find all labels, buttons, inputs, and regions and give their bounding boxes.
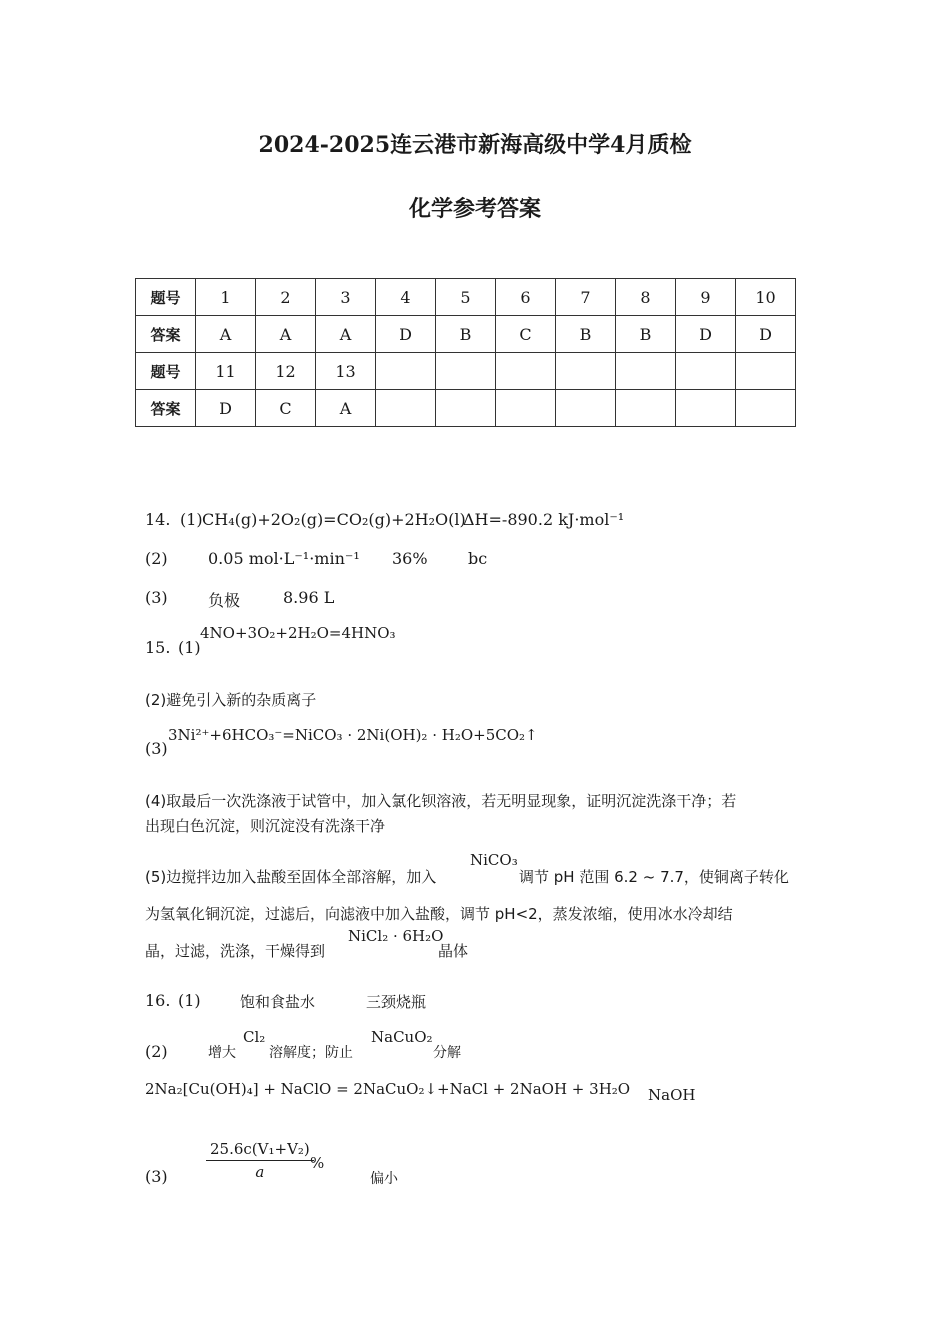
q15-part1-label: (1) bbox=[178, 638, 201, 657]
q15-part4-line1: (4)取最后一次洗涤液于试管中，加入氯化钡溶液，若无明显现象，证明沉淀洗涤干净；若 bbox=[145, 792, 737, 810]
q16-number: 16. bbox=[145, 991, 171, 1010]
table-cell bbox=[376, 390, 436, 427]
q16-part3-percent: % bbox=[310, 1154, 325, 1172]
table-cell: 3 bbox=[316, 279, 376, 316]
answer-table bbox=[135, 278, 796, 427]
table-cell: A bbox=[316, 390, 376, 427]
table-cell: 8 bbox=[616, 279, 676, 316]
q16-part1-answer-b: 三颈烧瓶 bbox=[366, 993, 427, 1011]
q14-number: 14. bbox=[145, 510, 171, 529]
q16-part2-text-b: 溶解度；防止 bbox=[269, 1045, 353, 1061]
table-cell: D bbox=[376, 316, 436, 353]
fraction-numerator: 25.6c(V₁+V₂) bbox=[206, 1140, 314, 1161]
q15-part1-equation: 4NO+3O₂+2H₂O=4HNO₃ bbox=[200, 624, 396, 642]
table-cell: 答案 bbox=[136, 316, 196, 353]
q16-part1-answer-a: 饱和食盐水 bbox=[240, 993, 316, 1011]
table-cell bbox=[436, 353, 496, 390]
table-cell: 10 bbox=[736, 279, 796, 316]
table-cell bbox=[616, 390, 676, 427]
table-cell: 13 bbox=[316, 353, 376, 390]
table-cell: 1 bbox=[196, 279, 256, 316]
table-cell: C bbox=[496, 316, 556, 353]
q15-part5-text-b: 调节 pH 范围 6.2 ~ 7.7，使铜离子转化 bbox=[519, 868, 789, 886]
table-cell bbox=[736, 390, 796, 427]
q14-part1-equation: CH₄(g)+2O₂(g)=CO₂(g)+2H₂O(l) bbox=[202, 510, 466, 529]
q14-part3-volume: 8.96 L bbox=[283, 588, 335, 607]
table-cell bbox=[496, 353, 556, 390]
q14-part3-pole: 负极 bbox=[208, 591, 241, 610]
q15-part3-label: (3) bbox=[145, 739, 168, 758]
table-cell bbox=[616, 353, 676, 390]
table-cell: 7 bbox=[556, 279, 616, 316]
table-cell: 题号 bbox=[136, 279, 196, 316]
q16-part2-text-c: 分解 bbox=[433, 1045, 461, 1061]
q16-part2-naoh: NaOH bbox=[648, 1086, 696, 1104]
table-cell: A bbox=[196, 316, 256, 353]
table-cell: 答案 bbox=[136, 390, 196, 427]
q15-part5-nicl2: NiCl₂ · 6H₂O bbox=[348, 927, 444, 945]
q15-part5-nico3: NiCO₃ bbox=[470, 851, 518, 869]
table-cell: C bbox=[256, 390, 316, 427]
table-cell bbox=[556, 353, 616, 390]
q15-part5-text-d: 晶体 bbox=[438, 942, 469, 960]
q16-part2-equation: 2Na₂[Cu(OH)₄] + NaClO = 2NaCuO₂↓+NaCl + 2NaOH + 3H₂O bbox=[145, 1080, 631, 1098]
table-cell bbox=[676, 353, 736, 390]
q16-part2-cl2: Cl₂ bbox=[243, 1028, 266, 1046]
q16-part2-label: (2) bbox=[145, 1042, 168, 1061]
document-subtitle: 化学参考答案 bbox=[408, 196, 541, 222]
table-row bbox=[136, 390, 796, 427]
table-cell: A bbox=[256, 316, 316, 353]
table-cell bbox=[436, 390, 496, 427]
table-cell bbox=[736, 353, 796, 390]
table-cell bbox=[496, 390, 556, 427]
q14-part2-label: (2) bbox=[145, 549, 168, 568]
table-cell: B bbox=[556, 316, 616, 353]
q14-part1-enthalpy: ΔH=-890.2 kJ·mol⁻¹ bbox=[463, 510, 625, 529]
q15-part2: (2)避免引入新的杂质离子 bbox=[145, 691, 317, 709]
q15-part4-line2: 出现白色沉淀，则沉淀没有洗涤干净 bbox=[145, 817, 386, 835]
table-cell bbox=[376, 353, 436, 390]
table-cell: 11 bbox=[196, 353, 256, 390]
q16-part1-label: (1) bbox=[178, 991, 201, 1010]
table-cell: D bbox=[676, 316, 736, 353]
q14-part2-rate: 0.05 mol·L⁻¹·min⁻¹ bbox=[208, 549, 360, 568]
table-row bbox=[136, 316, 796, 353]
q16-part2-text-a: 增大 bbox=[208, 1045, 236, 1061]
table-cell: 题号 bbox=[136, 353, 196, 390]
table-cell: 5 bbox=[436, 279, 496, 316]
table-cell: B bbox=[616, 316, 676, 353]
table-cell: B bbox=[436, 316, 496, 353]
table-row bbox=[136, 353, 796, 390]
table-cell: 9 bbox=[676, 279, 736, 316]
table-cell: D bbox=[196, 390, 256, 427]
q15-part5-text-a: (5)边搅拌边加入盐酸至固体全部溶解，加入 bbox=[145, 868, 437, 886]
q14-part2-choice: bc bbox=[468, 549, 488, 568]
table-cell: 2 bbox=[256, 279, 316, 316]
fraction-denominator: a bbox=[255, 1163, 265, 1181]
q14-part2-percent: 36% bbox=[392, 549, 428, 568]
table-cell: A bbox=[316, 316, 376, 353]
q14-part1-label: (1) bbox=[180, 510, 203, 529]
q16-part3-result: 偏小 bbox=[370, 1171, 398, 1187]
q16-part2-nacuo2: NaCuO₂ bbox=[371, 1028, 433, 1046]
q15-part5-text-c: 晶，过滤，洗涤，干燥得到 bbox=[145, 942, 326, 960]
q14-part3-label: (3) bbox=[145, 588, 168, 607]
table-cell: 4 bbox=[376, 279, 436, 316]
q16-part3-label: (3) bbox=[145, 1167, 168, 1186]
document-title: 2024-2025连云港市新海高级中学4月质检 bbox=[258, 132, 692, 158]
table-cell: 6 bbox=[496, 279, 556, 316]
q15-number: 15. bbox=[145, 638, 171, 657]
table-cell: 12 bbox=[256, 353, 316, 390]
table-cell bbox=[556, 390, 616, 427]
table-cell: D bbox=[736, 316, 796, 353]
q15-part5-line2: 为氢氧化铜沉淀，过滤后，向滤液中加入盐酸，调节 pH<2，蒸发浓缩，使用冰水冷却结 bbox=[145, 905, 733, 923]
table-row bbox=[136, 279, 796, 316]
q15-part3-equation: 3Ni²⁺+6HCO₃⁻=NiCO₃ · 2Ni(OH)₂ · H₂O+5CO₂↑ bbox=[168, 726, 538, 744]
q16-part3-fraction bbox=[206, 1140, 314, 1181]
table-cell bbox=[676, 390, 736, 427]
